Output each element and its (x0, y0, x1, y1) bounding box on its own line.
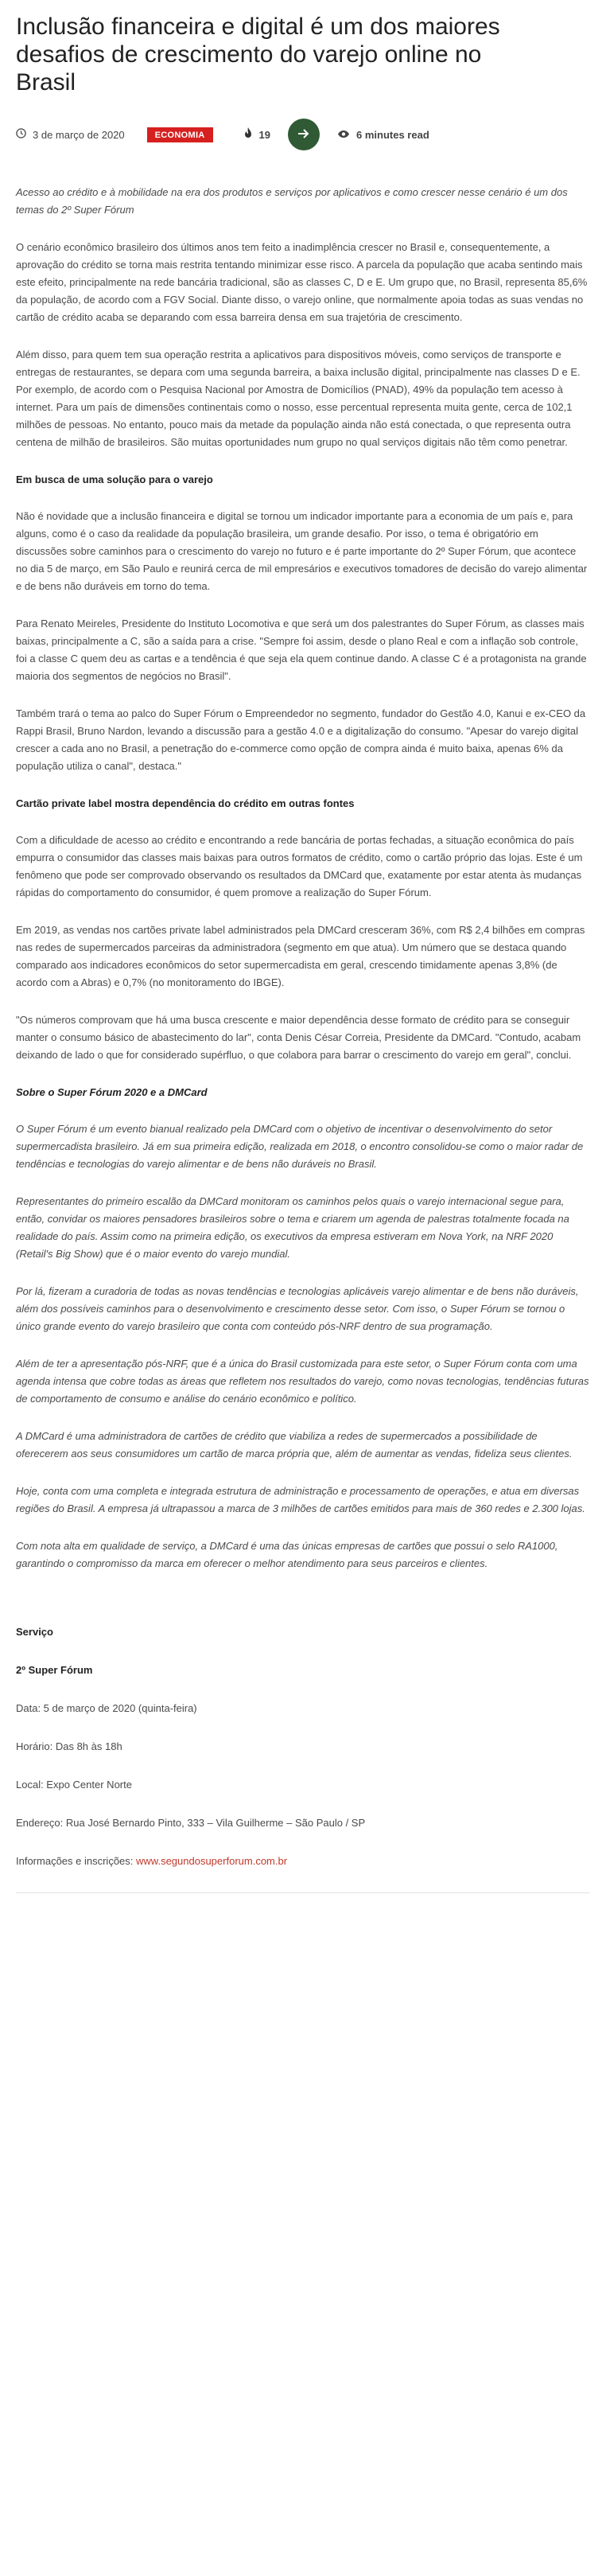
paragraph: A DMCard é uma administradora de cartões de crédito que viabiliza a redes de supermercados a possibilidade de oferecerem aos seus consumidores um cartão de marca própria que, além de aumentar as vendas, fideliza seus clientes. (16, 1430, 573, 1459)
event-name: 2º Super Fórum (16, 1664, 93, 1676)
flame-icon (243, 127, 253, 142)
paragraph: Com a dificuldade de acesso ao crédito e encontrando a rede bancária de portas fechadas, a situação econômica do país empurra o consumidor das classes mais baixas para outros formatos de crédito, como o cartão próprio das lojas. Este é um fenômeno que pode ser comprovado observando os resultados da DMCard que, exatamente por estar atenta às mudanças rápidas do comportamento do consumidor, é quem promove a realização do Super Fórum. (16, 834, 583, 898)
paragraph: Hoje, conta com uma completa e integrada estrutura de administração e processamento de operações, e atua em diversas regiões do Brasil. A empresa já ultrapassou a marca de 3 milhões de cartões emitidos para mais de 360 redes e 2.300 lojas. (16, 1485, 585, 1514)
article-meta (16, 119, 590, 150)
info-heading: Serviço (16, 1626, 53, 1638)
paragraph: Não é novidade que a inclusão financeira e digital se tornou um indicador importante para a economia de um país e, para alguns, como é o caso da realidade da população brasileira, um grande desafio. Por isso, o tema é obrigatório em discussões sobre caminhos para o crescimento do varejo no futuro e é parte importante do 2º Super Fórum, que acontece no dia 5 de março, em São Paulo e reunirá cerca de mil empresários e executivos tomadores de decisão do varejo alimentar e de bens não duráveis em torno do tema. (16, 510, 588, 592)
section-heading: Em busca de uma solução para o varejo (16, 474, 213, 485)
category-badge[interactable]: ECONOMIA (147, 127, 213, 142)
signup-label: Informações e inscrições: (16, 1855, 137, 1867)
event-info (16, 1623, 590, 1870)
paragraph: Também trará o tema ao palco do Super Fórum o Empreendedor no segmento, fundador do Gestão 4.0, Kanui e ex-CEO da Rappi Brasil, Bruno Nardon, levando a discussão para a gestão 4.0 e a digitalização do consumo. "Apesar do varejo digital crescer a cada ano no Brasil, a penetração do e-commerce como opção de compra ainda é muito baixa, apenas 6% da população utiliza o canal", destaca." (16, 707, 586, 772)
article-lead: Acesso ao crédito e à mobilidade na era dos produtos e serviços por aplicativos e como crescer nesse cenário é um dos temas do 2º Super Fórum (16, 186, 568, 216)
event-signup (16, 1853, 590, 1870)
read-time-text: 6 minutes read (356, 128, 429, 141)
paragraph: Por lá, fizeram a curadoria de todas as novas tendências e tecnologias aplicáveis varejo alimentar e de bens não duráveis, além dos possíveis caminhos para o desenvolvimento e crescimento desse setor. Com isso, o Super Fórum se tornou o único grande evento do varejo brasileiro que conta com conteúdo pós-NRF dentro de sua programação. (16, 1285, 579, 1332)
article-body (16, 184, 590, 1870)
event-address: Endereço: Rua José Bernardo Pinto, 333 – Vila Guilherme – São Paulo / SP (16, 1817, 366, 1829)
paragraph: Além de ter a apresentação pós-NRF, que é a única do Brasil customizada para este setor, o Super Fórum conta com uma agenda intensa que cobre todas as áreas que refletem nos resultados do varejo, como novas tecnologias, tendências futuras de comportamento de consumo e análise do cenário econômico e político. (16, 1358, 589, 1405)
like-count: 19 (258, 128, 271, 141)
arrow-right-icon (297, 128, 310, 142)
like-counter[interactable] (243, 127, 270, 142)
paragraph: O cenário econômico brasileiro dos últimos anos tem feito a inadimplência crescer no Brasil e, consequentemente, a aprovação do crédito se torna mais restrita tentando minimizar esse risco. A parcela da população que acaba sentindo mais este efeito, principalmente na rede bancária tradicional, são as classes C, D e E. Um grupo que, no Brasil, representa 85,6% da população, de acordo com a FGV Social. Diante disso, o varejo online, que normalmente apoia todas as suas vendas no cartão de crédito acaba se deparando com essa barreira densa em sua trajetória de crescimento. (16, 241, 588, 323)
section-heading: Cartão private label mostra dependência do crédito em outras fontes (16, 797, 355, 809)
event-place: Local: Expo Center Norte (16, 1779, 132, 1791)
paragraph: Representantes do primeiro escalão da DMCard monitoram os caminhos pelos quais o varejo internacional segue para, então, convidar os maiores pensadores brasileiros sobre o tema e criarem um agenda de palestras totalmente focada na realidade do país. Assim como na primeira edição, os executivos da empresa estiveram em Nova York, na NRF 2020 (Retail's Big Show) que é o maior evento do varejo mundial. (16, 1195, 569, 1260)
paragraph: Para Renato Meireles, Presidente do Instituto Locomotiva e que será um dos palestrantes do Super Fórum, as classes mais baixas, principalmente a C, são a saída para a crise. "Sempre foi assim, desde o plano Real e com a inflação sob controle, foi a classe C quem deu as cartas e a tendência é que seja ela quem continue dando. A classe C é a protagonista na grande maioria dos segmentos de negócios no Brasil". (16, 618, 587, 682)
section-heading: Sobre o Super Fórum 2020 e a DMCard (16, 1086, 208, 1098)
article-date (16, 128, 125, 141)
read-time (337, 129, 429, 141)
signup-link[interactable]: www.segundosuperforum.com.br (136, 1855, 288, 1867)
event-date: Data: 5 de março de 2020 (quinta-feira) (16, 1702, 197, 1714)
eye-icon (337, 129, 350, 141)
paragraph: Em 2019, as vendas nos cartões private label administrados pela DMCard cresceram 36%, com R$ 2,4 bilhões em compras nas redes de supermercados parceiras da administradora (segmento em que atua). Um número que se destaca quando comparado aos indicadores econômicos do setor supermercadista em geral, crescendo timidamente apenas 3,8% (de acordo com a Abras) e 0,7% (no monitoramento do IBGE). (16, 924, 585, 988)
event-time: Horário: Das 8h às 18h (16, 1740, 122, 1752)
paragraph: Além disso, para quem tem sua operação restrita a aplicativos para dispositivos móveis, como serviços de transporte e entregas de restaurantes, se depara com uma segunda barreira, a baixa inclusão digital, principalmente nas classes D e E. Por exemplo, de acordo com o Pesquisa Nacional por Amostra de Domicílios (PNAD), 49% da população tem acesso à internet. Para um país de dimensões continentais como o nosso, esse percentual representa muita gente, cerca de 102,1 milhões de pessoas. No entanto, pouco mais da metade da população ainda não está conectada, o que representa outra centena de milhão de brasileiros. São muitas oportunidades num grupo no qual serviços digitais não têm como penetrar. (16, 349, 581, 448)
paragraph: O Super Fórum é um evento bianual realizado pela DMCard com o objetivo de incentivar o desenvolvimento do setor supermercadista brasileiro. Já em sua primeira edição, realizada em 2018, o encontro consolidou-se como o maior radar de tendências e tecnologias do varejo alimentar e de bens não duráveis no Brasil. (16, 1123, 584, 1170)
clock-icon (16, 128, 26, 141)
paragraph: Com nota alta em qualidade de serviço, a DMCard é uma das únicas empresas de cartões que possui o selo RA1000, garantindo o compromisso da marca em oferecer o melhor atendimento para seus parceiros e clientes. (16, 1540, 558, 1569)
date-text: 3 de março de 2020 (33, 128, 125, 141)
next-article-button[interactable] (288, 119, 320, 150)
paragraph: "Os números comprovam que há uma busca crescente e maior dependência desse formato de crédito para se conseguir manter o consumo básico de abastecimento do lar", conta Denis César Correia, Presidente da DMCard. "Contudo, acabam deixando de lado o que for considerado supérfluo, o que colabora para barrar o crescimento do varejo em geral", conclui. (16, 1014, 581, 1061)
article-title: Inclusão financeira e digital é um dos maiores desafios de crescimento do varejo online no Brasil (16, 14, 500, 95)
divider (16, 1892, 590, 1893)
